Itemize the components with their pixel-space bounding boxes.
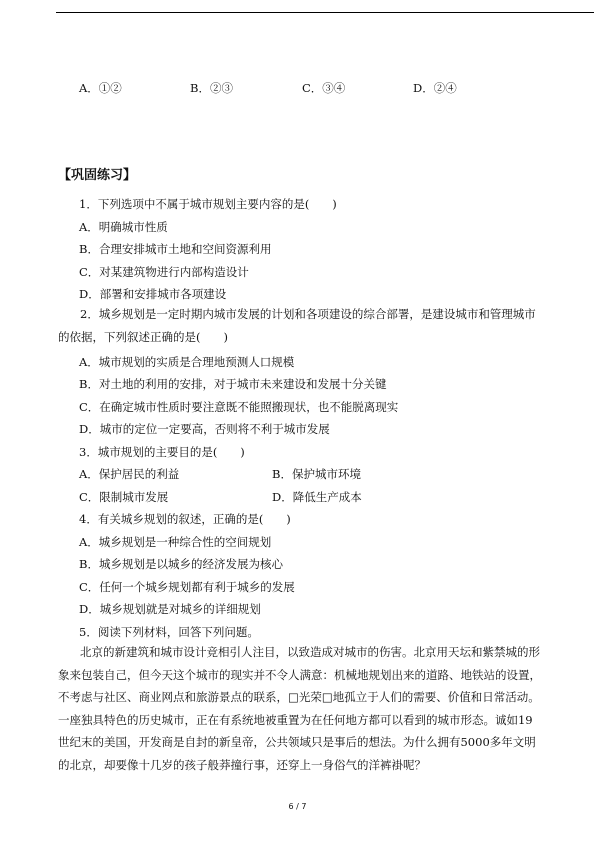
question-1-option-d: D．部署和安排城市各项建设 [79, 287, 227, 301]
question-1-option-a: A．明确城市性质 [79, 220, 168, 234]
question-3-option-d: D．降低生产成本 [272, 490, 362, 504]
question-2-option-c: C．在确定城市性质时要注意既不能照搬现状，也不能脱离现实 [79, 400, 399, 414]
question-1-option-c: C．对某建筑物进行内部构造设计 [79, 265, 249, 279]
section-title: 【巩固练习】 [58, 168, 137, 183]
question-2-option-b: B．对土地的利用的安排，对于城市未来建设和发展十分关键 [79, 377, 387, 391]
prev-option-b: B．②③ [190, 81, 233, 95]
prev-option-c: C．③④ [302, 81, 346, 95]
question-4-option-a: A．城乡规划是一种综合性的空间规划 [79, 535, 272, 549]
question-4-option-b: B．城乡规划是以城乡的经济发展为核心 [79, 557, 283, 571]
header-rule [56, 12, 594, 13]
question-4-option-d: D．城乡规划就是对城乡的详细规划 [79, 602, 261, 616]
question-2-stem: 2．城乡规划是一定时期内城市发展的计划和各项建设的综合部署，是建设城市和管理城市的依据，下列叙述正确的是( ) [58, 307, 536, 344]
question-4-option-c: C．任何一个城乡规划都有利于城乡的发展 [79, 580, 295, 594]
question-3-stem: 3．城市规划的主要目的是( ) [79, 445, 245, 459]
question-1-stem: 1．下列选项中不属于城市规划主要内容的是( ) [79, 197, 337, 211]
prev-option-d: D．②④ [413, 81, 457, 95]
question-1-option-b: B．合理安排城市土地和空间资源利用 [79, 242, 272, 256]
question-3-option-c: C．限制城市发展 [79, 490, 169, 504]
question-2-option-d: D．城市的定位一定要高，否则将不利于城市发展 [79, 422, 330, 436]
question-2-option-a: A．城市规划的实质是合理地预测人口规模 [79, 355, 295, 369]
question-5-stem: 5．阅读下列材料，回答下列问题。 [79, 625, 259, 639]
question-3-option-b: B．保护城市环境 [272, 467, 361, 481]
question-3-option-a: A．保护居民的利益 [79, 467, 180, 481]
question-4-stem: 4．有关城乡规划的叙述，正确的是( ) [79, 512, 291, 526]
reading-passage: 北京的新建筑和城市设计竞相引人注目，以致造成对城市的伤害。北京用天坛和紫禁城的形象来包装自己，但今天这个城市的现实并不令人满意：机械地规划出来的道路、地铁站的设置，不考虑与社区、商业网点和旅游景点的联系，□光荣□地孤立于人们的需要、价值和日常活动。一座独具特色的历史城市，正在有系统地被重置为在任何地方都可以看到的城市形态。诚如19世纪末的美国，开发商是自封的新皇帝，公共领域只是事后的想法。为什么拥有5000多年文明的北京，却要像十几岁的孩子般莽撞行事，还穿上一身俗气的洋裤褂呢？ [58, 645, 541, 772]
prev-option-a: A．①② [79, 81, 122, 95]
page-number: 6 / 7 [288, 802, 307, 811]
